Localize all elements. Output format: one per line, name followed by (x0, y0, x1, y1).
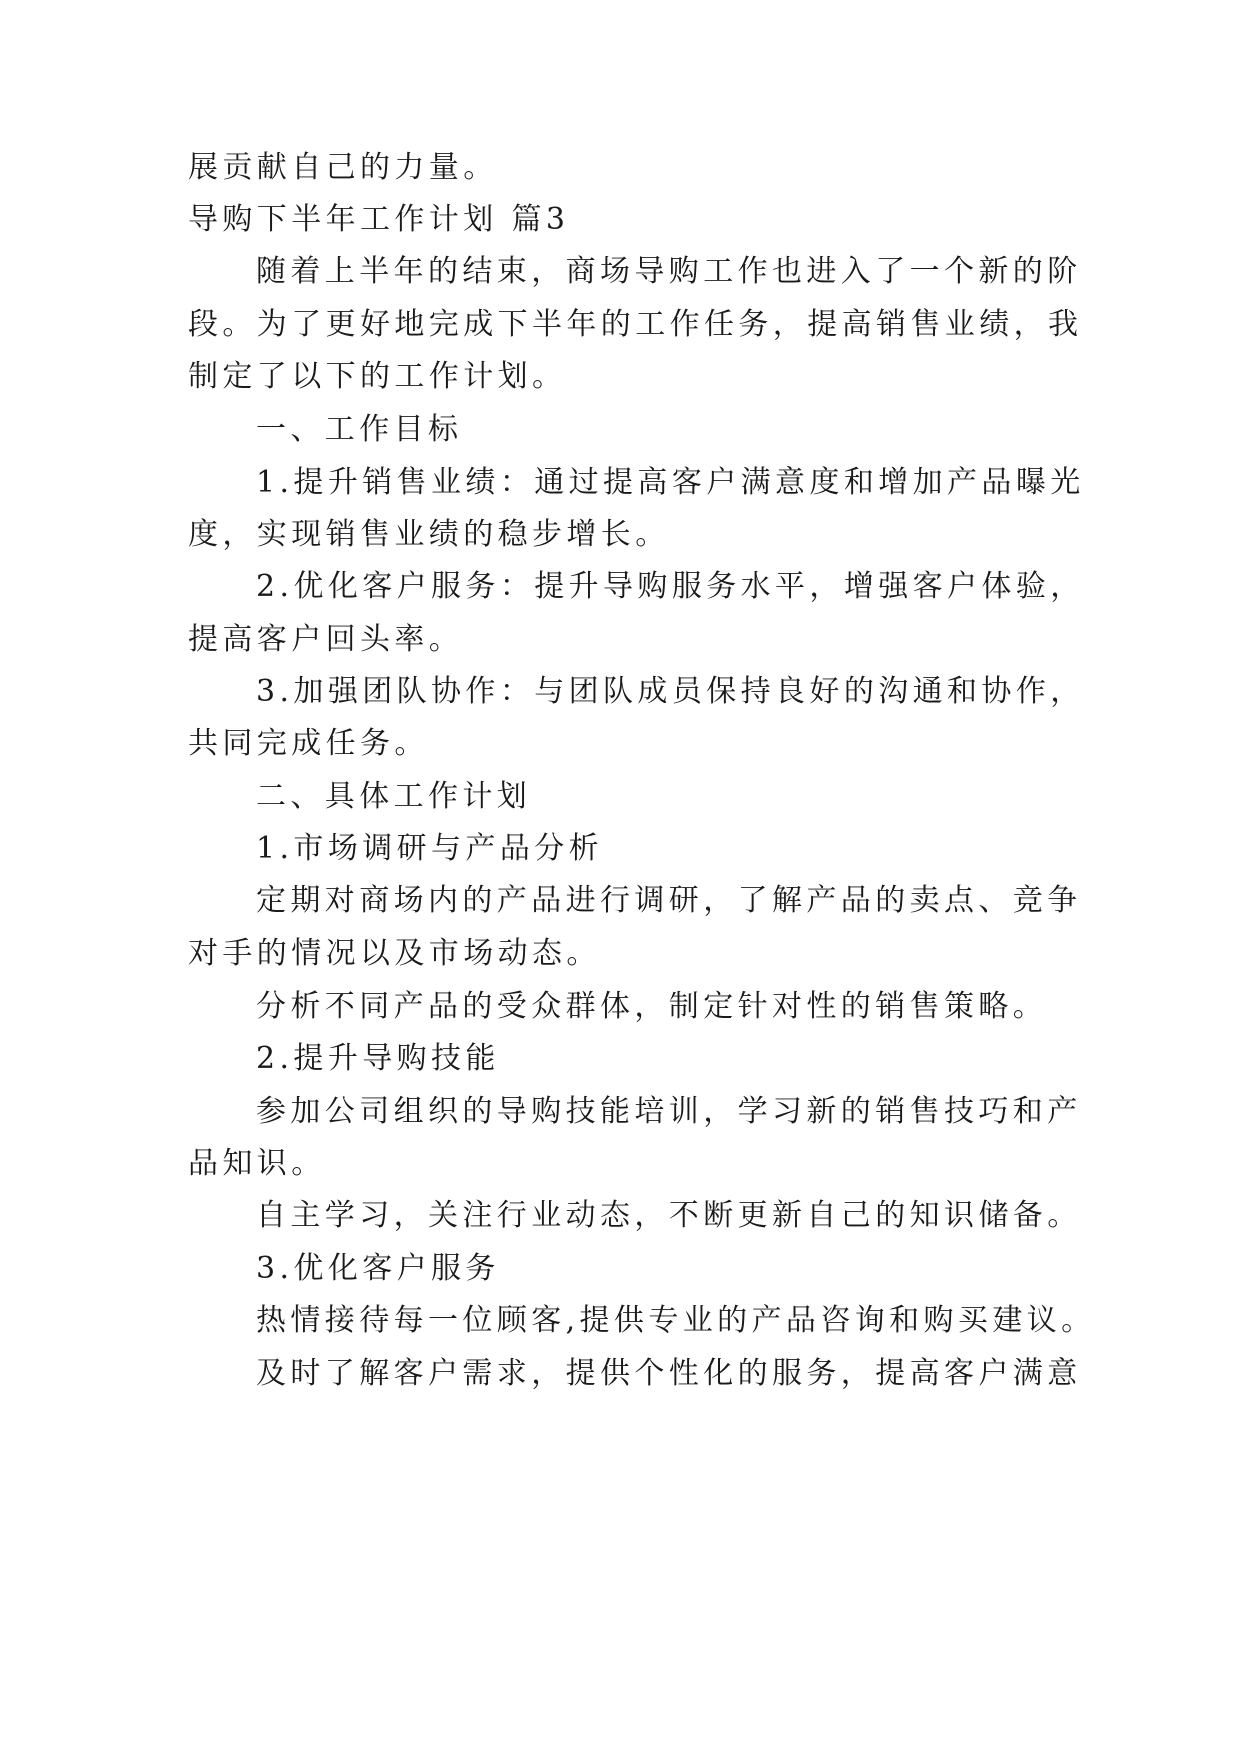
paragraph-line: 分析不同产品的受众群体，制定针对性的销售策略。 (256, 989, 1048, 1024)
paragraph-line: 及时了解客户需求，提供个性化的服务，提高客户满意 (256, 1356, 1082, 1391)
section-title: 导购下半年工作计划 篇3 (188, 202, 570, 237)
intro-paragraph-line: 段。为了更好地完成下半年的工作任务，提高销售业绩，我 (188, 307, 1083, 342)
intro-paragraph-line: 制定了以下的工作计划。 (188, 359, 567, 394)
paragraph-line: 参加公司组织的导购技能培训，学习新的销售技巧和产 (256, 1094, 1082, 1129)
goal-item-line: 度，实现销售业绩的稳步增长。 (188, 517, 670, 552)
paragraph-line: 品知识。 (188, 1146, 326, 1181)
paragraph-line: 对手的情况以及市场动态。 (188, 936, 601, 971)
goal-item-line: 3.加强团队协作：与团队成员保持良好的沟通和协作， (256, 674, 1085, 709)
heading-specific-plan: 二、具体工作计划 (256, 779, 532, 814)
goal-item-line: 共同完成任务。 (188, 726, 429, 761)
text-line-continuation: 展贡献自己的力量。 (188, 150, 498, 185)
paragraph-line: 自主学习，关注行业动态，不断更新自己的知识储备。 (256, 1198, 1082, 1233)
subheading-market-research: 1.市场调研与产品分析 (256, 831, 604, 866)
goal-item-line: 2.优化客户服务：提升导购服务水平，增强客户体验， (256, 569, 1085, 604)
goal-item-line: 提高客户回头率。 (188, 622, 464, 657)
subheading-skills: 2.提升导购技能 (256, 1041, 500, 1076)
paragraph-line: 热情接待每一位顾客,提供专业的产品咨询和购买建议。 (256, 1303, 1096, 1338)
paragraph-line: 定期对商场内的产品进行调研，了解产品的卖点、竞争 (256, 883, 1082, 918)
heading-work-goals: 一、工作目标 (256, 412, 463, 447)
intro-paragraph-line: 随着上半年的结束，商场导购工作也进入了一个新的阶 (256, 254, 1082, 289)
goal-item-line: 1.提升销售业绩：通过提高客户满意度和增加产品曝光 (256, 465, 1085, 500)
subheading-customer-service: 3.优化客户服务 (256, 1251, 500, 1286)
